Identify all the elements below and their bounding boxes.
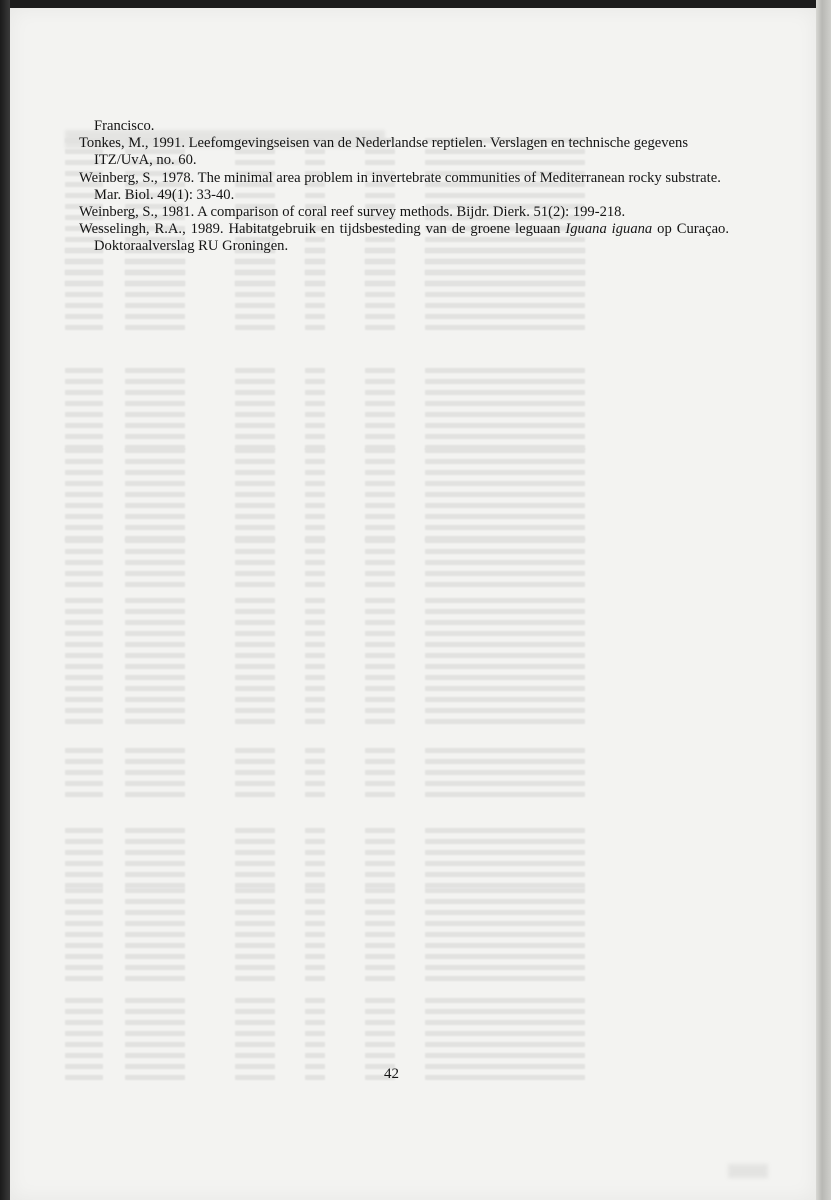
bleed-through-row xyxy=(65,270,699,275)
bleed-through-row xyxy=(65,434,727,439)
bleed-through-row xyxy=(65,759,662,764)
bleed-through-row xyxy=(65,503,690,508)
bleed-through-row xyxy=(65,965,644,970)
bleed-through-row xyxy=(65,259,672,264)
bleed-through-row xyxy=(65,481,736,486)
bleed-through-row xyxy=(65,748,625,753)
bleed-through-row xyxy=(65,549,662,554)
bleed-through-row xyxy=(65,653,690,658)
bleed-through-row xyxy=(65,861,736,866)
page-number: 42 xyxy=(384,1066,399,1082)
bleed-through-row xyxy=(65,932,653,937)
bleed-through-row xyxy=(65,998,625,1003)
bleed-through-row xyxy=(65,536,681,541)
bleed-through-row xyxy=(65,976,681,981)
bleed-through-row xyxy=(65,492,653,497)
bleed-through-row xyxy=(65,538,625,543)
bleed-through-row xyxy=(65,281,736,286)
bleed-through-row xyxy=(65,470,699,475)
bleed-through-row xyxy=(65,620,699,625)
bleed-through-row xyxy=(65,708,635,713)
bleed-through-row xyxy=(65,571,736,576)
reference-text: Wesselingh, R.A., 1989. Habitatgebruik en tijdsbesteding van de groene leguaan xyxy=(79,221,566,238)
bleed-through-row xyxy=(65,259,662,264)
bleed-through-row xyxy=(65,781,736,786)
bleed-through-row xyxy=(65,1009,662,1014)
reference-entry: Tonkes, M., 1991. Leefomgevingseisen van de Nederlandse reptielen. Verslagen en technische gegevens ITZ/UvA, no. 60. xyxy=(79,135,689,169)
bleed-through-row xyxy=(65,697,718,702)
reference-entry: Weinberg, S., 1981. A comparison of coral reef survey methods. Bijdr. Dierk. 51(2): 199-218. xyxy=(79,204,626,221)
reference-entry: Weinberg, S., 1978. The minimal area problem in invertebrate communities of Mediterranean rocky substrate. Mar. Biol. 49(1): 33-40. xyxy=(79,169,721,203)
bleed-through-row xyxy=(65,883,690,888)
scan-page-edge xyxy=(816,0,831,1200)
bleed-through-row xyxy=(65,314,727,319)
species-name: Iguana iguana xyxy=(565,221,653,238)
bleed-through-row xyxy=(65,1020,699,1025)
bleed-through-row xyxy=(65,303,690,308)
bleed-through-row xyxy=(65,412,653,417)
bleed-through-row xyxy=(65,686,681,691)
bleed-through-row xyxy=(65,954,727,959)
bleed-through-row xyxy=(65,598,625,603)
bleed-through-row xyxy=(65,1053,690,1058)
reference-text: op Curaçao. Doktoraalverslag RU Groningen. xyxy=(94,221,729,255)
bleed-through-row xyxy=(65,459,662,464)
bleed-through-row xyxy=(65,448,625,453)
corner-smudge xyxy=(728,1164,768,1178)
bleed-through-row xyxy=(65,281,626,286)
bleed-through-row xyxy=(65,664,727,669)
bleed-through-row xyxy=(65,368,625,373)
bleed-through-row xyxy=(65,828,625,833)
bleed-through-row xyxy=(65,582,653,587)
scan-binding-edge xyxy=(0,0,10,1200)
bleed-through-row xyxy=(65,719,672,724)
bleed-through-row xyxy=(65,423,690,428)
bleed-through-row xyxy=(65,899,662,904)
bleed-through-row xyxy=(65,609,662,614)
bleed-through-row xyxy=(65,401,736,406)
bleed-through-row xyxy=(65,525,644,530)
bleed-through-row xyxy=(65,792,653,797)
scan-top-border xyxy=(0,0,831,8)
bleed-through-row xyxy=(65,921,736,926)
bleed-through-row xyxy=(65,1042,653,1047)
bleed-through-background xyxy=(65,118,765,1098)
bleed-through-row xyxy=(65,292,653,297)
bleed-through-row xyxy=(65,675,644,680)
bleed-through-row xyxy=(65,642,653,647)
reference-list xyxy=(79,118,729,256)
reference-entry: Francisco. xyxy=(94,118,155,134)
bleed-through-row xyxy=(65,850,699,855)
bleed-through-row xyxy=(65,872,653,877)
bleed-through-row xyxy=(65,560,699,565)
bleed-through-row xyxy=(65,514,727,519)
bleed-through-row xyxy=(65,1075,644,1080)
bleed-through-row xyxy=(65,910,699,915)
bleed-through-row xyxy=(65,390,699,395)
bleed-through-row xyxy=(65,445,644,450)
bleed-through-row xyxy=(65,631,736,636)
bleed-through-row xyxy=(65,325,644,330)
bleed-through-row xyxy=(65,770,699,775)
reference-entry xyxy=(79,221,729,255)
bleed-through-row xyxy=(65,1031,736,1036)
bleed-through-row xyxy=(65,270,709,275)
bleed-through-row xyxy=(65,839,662,844)
bleed-through-row xyxy=(65,379,662,384)
bleed-through-row xyxy=(65,888,625,893)
bleed-through-row xyxy=(65,943,690,948)
